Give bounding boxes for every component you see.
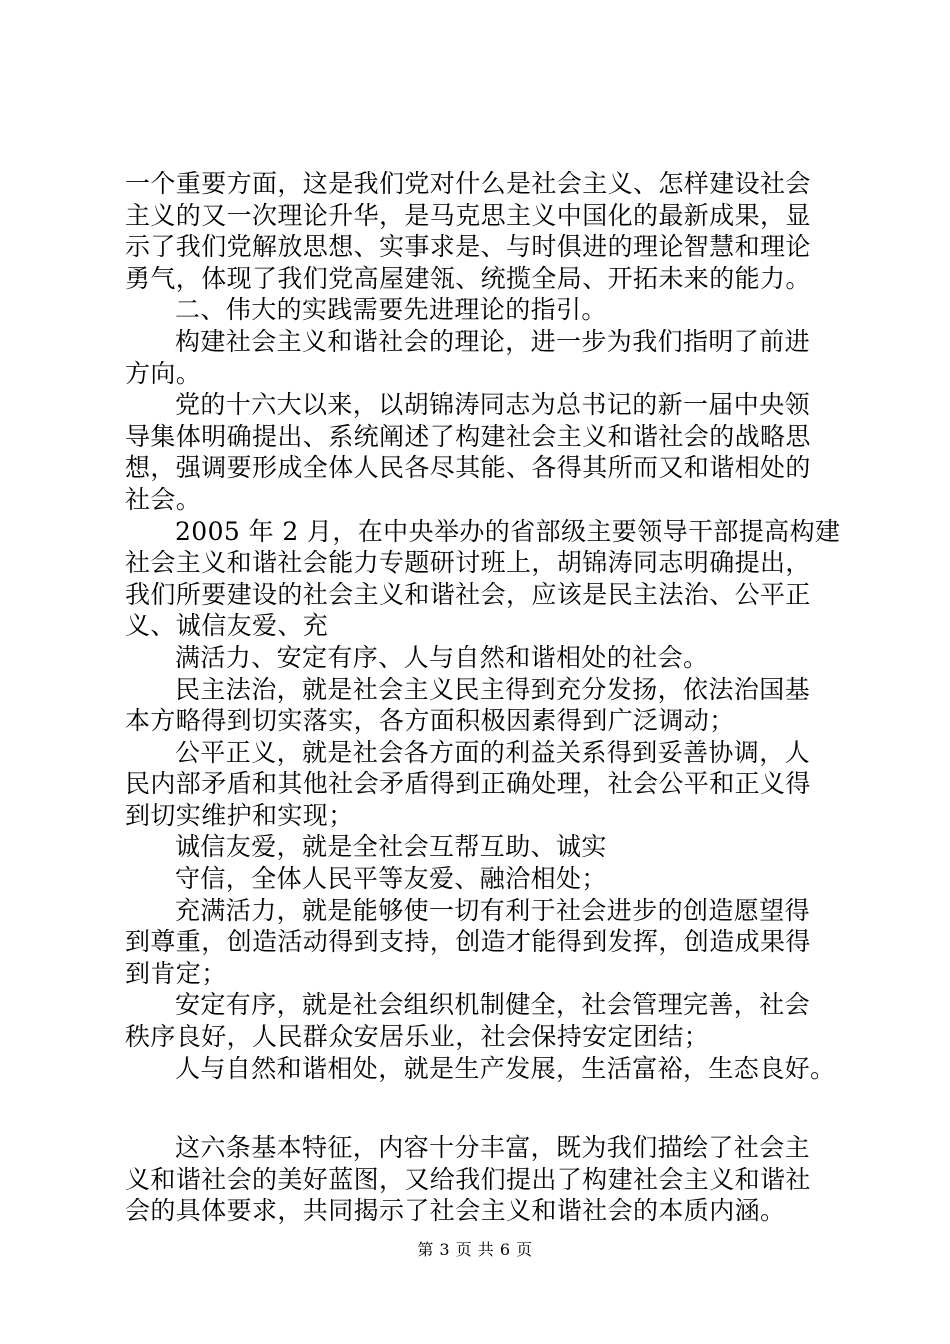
text-line: 一个重要方面，这是我们党对什么是社会主义、怎样建设社会 xyxy=(125,169,811,198)
page-footer: 第 3 页 共 6 页 xyxy=(417,1240,533,1259)
text-line: 勇气，体现了我们党高屋建瓴、统揽全局、开拓未来的能力。 xyxy=(125,263,811,293)
document-body xyxy=(125,168,845,1227)
text-line: 到尊重，创造活动得到支持，创造才能得到发挥，创造成果得 xyxy=(125,927,811,957)
text-line: 民内部矛盾和其他社会矛盾得到正确处理，社会公平和正义得 xyxy=(125,769,811,799)
text-line: 社会。 xyxy=(125,484,202,514)
text-line: 守信，全体人民平等友爱、融洽相处； xyxy=(175,864,607,894)
text-line: 安定有序，就是社会组织机制健全，社会管理完善，社会 xyxy=(175,990,811,1020)
text-line: 公平正义，就是社会各方面的利益关系得到妥善协调，人 xyxy=(175,737,811,767)
text-line: 充满活力，就是能够使一切有利于社会进步的创造愿望得 xyxy=(175,895,811,925)
text-line: 二、伟大的实践需要先进理论的指引。 xyxy=(175,295,607,325)
text-line: 义和谐社会的美好蓝图，又给我们提出了构建社会主义和谐社 xyxy=(125,1164,811,1194)
text-line: 会的具体要求，共同揭示了社会主义和谐社会的本质内涵。 xyxy=(125,1196,786,1226)
text-line: 示了我们党解放思想、实事求是、与时俱进的理论智慧和理论 xyxy=(125,232,811,262)
text-line: 到肯定； xyxy=(125,958,227,988)
text-line: 人与自然和谐相处，就是生产发展，生活富裕，生态良好。 xyxy=(175,1053,836,1083)
text-line: 方向。 xyxy=(125,358,202,388)
text-line: 构建社会主义和谐社会的理论，进一步为我们指明了前进 xyxy=(175,326,811,356)
text-line: 想，强调要形成全体人民各尽其能、各得其所而又和谐相处的 xyxy=(125,453,811,483)
text-line: 党的十六大以来，以胡锦涛同志为总书记的新一届中央领 xyxy=(175,390,811,420)
text-line: 这六条基本特征，内容十分丰富，既为我们描绘了社会主 xyxy=(175,1133,811,1163)
text-line: 本方略得到切实落实，各方面积极因素得到广泛调动； xyxy=(125,706,735,736)
text-line: 义、诚信友爱、充 xyxy=(125,611,329,641)
text-line: 社会主义和谐社会能力专题研讨班上，胡锦涛同志明确提出， xyxy=(125,548,811,578)
text-line: 诚信友爱，就是全社会互帮互助、诚实 xyxy=(175,832,607,862)
text-line: 2005 年 2 月，在中央举办的省部级主要领导干部提高构建 xyxy=(175,516,841,546)
text-line: 民主法治，就是社会主义民主得到充分发扬，依法治国基 xyxy=(175,674,811,704)
text-line: 秩序良好，人民群众安居乐业，社会保持安定团结； xyxy=(125,1022,710,1052)
text-line: 导集体明确提出、系统阐述了构建社会主义和谐社会的战略思 xyxy=(125,421,811,451)
paragraph-gap xyxy=(125,1084,845,1132)
text-line: 到切实维护和实现； xyxy=(125,800,354,830)
text-line: 满活力、安定有序、人与自然和谐相处的社会。 xyxy=(175,642,709,672)
text-line: 我们所要建设的社会主义和谐社会，应该是民主法治、公平正 xyxy=(125,579,811,609)
text-line: 主义的又一次理论升华，是马克思主义中国化的最新成果，显 xyxy=(125,200,811,230)
